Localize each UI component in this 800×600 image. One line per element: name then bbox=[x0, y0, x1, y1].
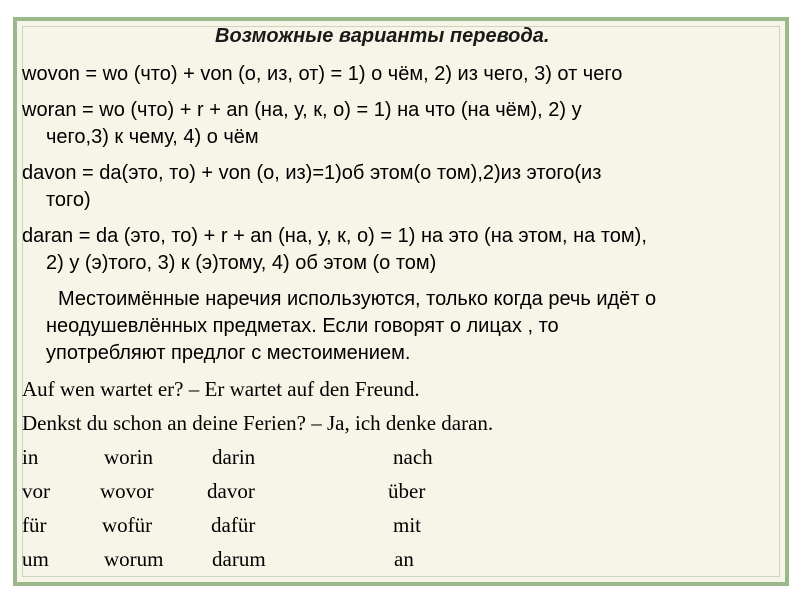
note-line-2: неодушевлённых предметах. Если говорят о лицах , то bbox=[46, 315, 559, 337]
table-cell: wovor bbox=[100, 479, 154, 503]
davon-line-2: того) bbox=[46, 189, 91, 211]
note-line-3: употребляют предлог с местоимением. bbox=[46, 342, 411, 364]
table-cell: an bbox=[394, 547, 414, 571]
table-cell: darin bbox=[212, 445, 256, 469]
davon-line-1: davon = da(это, то) + von (о, из)=1)об этом(о том),2)из этого(из bbox=[22, 162, 602, 184]
table-cell: über bbox=[388, 479, 426, 503]
daran-line-1: daran = da (это, то) + r + an (на, у, к, о) = 1) на это (на этом, на том), bbox=[22, 225, 647, 247]
table-cell: darum bbox=[212, 547, 266, 571]
table-cell: für bbox=[22, 513, 47, 537]
table-cell: in bbox=[22, 445, 39, 469]
table-cell: um bbox=[22, 547, 49, 571]
wovon-line: wovon = wo (что) + von (о, из, от) = 1) о чём, 2) из чего, 3) от чего bbox=[22, 63, 623, 85]
table-cell: worum bbox=[104, 547, 164, 571]
slide-title: Возможные варианты перевода. bbox=[215, 25, 550, 47]
table-cell: vor bbox=[22, 479, 50, 503]
table-cell: wofür bbox=[102, 513, 153, 537]
note-line-1: Местоимённые наречия используются, только когда речь идёт о bbox=[58, 288, 657, 310]
table-cell: davor bbox=[207, 479, 255, 503]
example-1: Auf wen wartet er? – Er wartet auf den Freund. bbox=[22, 377, 420, 401]
table-cell: worin bbox=[104, 445, 153, 469]
woran-line-1: woran = wo (что) + r + an (на, у, к, о) = 1) на что (на чём), 2) у bbox=[22, 99, 582, 121]
woran-line-2: чего,3) к чему, 4) о чём bbox=[46, 126, 259, 148]
table-cell: mit bbox=[393, 513, 422, 537]
table-cell: dafür bbox=[211, 513, 256, 537]
example-2: Denkst du schon an deine Ferien? – Ja, ich denke daran. bbox=[22, 411, 494, 435]
table-cell: nach bbox=[393, 445, 433, 469]
daran-line-2: 2) у (э)того, 3) к (э)тому, 4) об этом (о том) bbox=[46, 252, 437, 274]
